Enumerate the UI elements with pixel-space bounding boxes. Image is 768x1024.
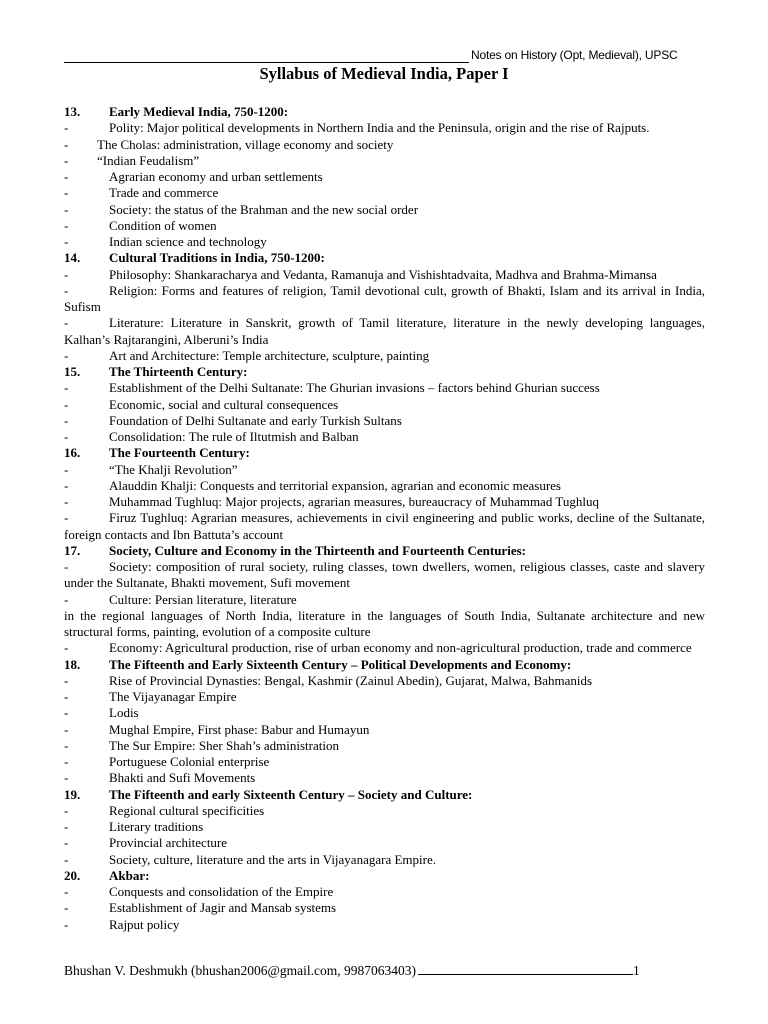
section-heading xyxy=(64,445,705,461)
page-footer xyxy=(64,963,704,979)
section-number: 15. xyxy=(64,364,81,379)
running-header xyxy=(64,48,704,64)
section-number: 13. xyxy=(64,104,81,119)
section-heading xyxy=(64,868,705,884)
list-item-continuation: in the regional languages of North India, literature in the languages of South India, Sultanate architecture and new structural forms, painting, evolution of a composite culture xyxy=(64,607,705,639)
footer-rule xyxy=(418,963,633,975)
section-title: Society, Culture and Economy in the Thirteenth and Fourteenth Centuries: xyxy=(109,542,526,558)
footer-author: Bhushan V. Deshmukh (bhushan2006@gmail.com, 9987063403) xyxy=(64,963,417,978)
section-title: The Fifteenth and Early Sixteenth Century – Political Developments and Economy: xyxy=(109,656,572,672)
list-item: - Bhakti and Sufi Movements xyxy=(64,770,256,786)
list-item: - Economic, social and cultural consequences xyxy=(64,396,339,412)
section-title: Akbar: xyxy=(109,867,150,883)
list-item: - Foundation of Delhi Sultanate and early Turkish Sultans xyxy=(64,412,402,428)
section-number: 16. xyxy=(64,445,81,461)
section-number: 18. xyxy=(64,656,81,672)
list-item: - Consolidation: The rule of Iltutmish and Balban xyxy=(64,429,359,444)
section-title: The Thirteenth Century: xyxy=(109,364,248,379)
section-title: Early Medieval India, 750-1200: xyxy=(109,104,289,119)
section-heading xyxy=(64,657,705,673)
list-item: - Regional cultural specificities xyxy=(64,802,265,818)
list-item: - Lodis xyxy=(64,705,139,721)
list-item: - Society, culture, literature and the arts in Vijayanagara Empire. xyxy=(64,851,436,867)
list-item: - “The Khalji Revolution” xyxy=(64,461,238,477)
list-item: - Condition of women xyxy=(64,217,217,233)
list-item: - Philosophy: Shankaracharya and Vedanta, Ramanuja and Vishishtadvaita, Madhva and Brahma-Mimansa xyxy=(64,266,657,282)
header-rule xyxy=(64,62,469,63)
syllabus-body xyxy=(64,104,705,933)
list-item: - Economy: Agricultural production, rise of urban economy and non-agricultural production, trade and commerce xyxy=(64,640,692,656)
section-title: The Fifteenth and early Sixteenth Century – Society and Culture: xyxy=(109,786,473,802)
section-heading xyxy=(64,543,705,559)
list-item: - Muhammad Tughluq: Major projects, agrarian measures, bureaucracy of Muhammad Tughluq xyxy=(64,494,599,509)
list-item: - Provincial architecture xyxy=(64,835,228,851)
list-item: - Culture: Persian literature, literature xyxy=(64,591,297,607)
page-title: Syllabus of Medieval India, Paper I xyxy=(259,64,509,83)
section-title: Cultural Traditions in India, 750-1200: xyxy=(109,250,325,266)
list-item: - Establishment of Jagir and Mansab systems xyxy=(64,900,337,916)
list-item: - Establishment of the Delhi Sultanate: The Ghurian invasions – factors behind Ghurian success xyxy=(64,380,600,396)
list-item: - Conquests and consolidation of the Empire xyxy=(64,884,334,899)
section-heading xyxy=(64,364,705,380)
list-item: - Literary traditions xyxy=(64,819,204,834)
list-item: - Alauddin Khalji: Conquests and territorial expansion, agrarian and economic measures xyxy=(64,477,561,493)
list-item: - Art and Architecture: Temple architecture, sculpture, painting xyxy=(64,347,430,363)
section-title: The Fourteenth Century: xyxy=(109,445,250,461)
list-item: - Society: the status of the Brahman and the new social order xyxy=(64,201,419,217)
list-item: - Mughal Empire, First phase: Babur and Humayun xyxy=(64,721,370,737)
list-item: - Trade and commerce xyxy=(64,185,219,201)
section-number: 17. xyxy=(64,542,81,558)
section-number: 20. xyxy=(64,867,81,883)
list-item: - Society: composition of rural society, ruling classes, town dwellers, women, religious classes, caste and slavery under the Sultanate, Bhakti movement, Sufi movement xyxy=(64,559,705,591)
section-heading xyxy=(64,787,705,803)
list-item: - Firuz Tughluq: Agrarian measures, achievements in civil engineering and public works, decline of the Sultanate, foreign contacts and Ibn Battuta’s account xyxy=(64,510,705,542)
page-number: 1 xyxy=(633,963,640,978)
list-item: - The Vijayanagar Empire xyxy=(64,689,237,704)
list-item: - Literature: Literature in Sanskrit, growth of Tamil literature, literature in the newly developing languages, Kalhan’s Rajtarangini, Alberuni’s India xyxy=(64,315,705,347)
section-heading xyxy=(64,104,705,120)
list-item: - “Indian Feudalism” xyxy=(64,152,200,168)
list-item: - Portuguese Colonial enterprise xyxy=(64,754,270,769)
list-item: - Indian science and technology xyxy=(64,234,267,249)
list-item: - Polity: Major political developments in Northern India and the Peninsula, origin and the rise of Rajputs. xyxy=(64,120,650,136)
list-item: - The Cholas: administration, village economy and society xyxy=(64,136,394,152)
list-item: - Agrarian economy and urban settlements xyxy=(64,169,323,184)
list-item: - Religion: Forms and features of religion, Tamil devotional cult, growth of Bhakti, Islam and its arrival in India, Sufism xyxy=(64,282,705,314)
section-heading xyxy=(64,250,705,266)
section-number: 19. xyxy=(64,786,81,802)
list-item: - Rise of Provincial Dynasties: Bengal, Kashmir (Zainul Abedin), Gujarat, Malwa, Bahmanids xyxy=(64,672,593,688)
list-item: - The Sur Empire: Sher Shah’s administration xyxy=(64,737,339,753)
list-item: - Rajput policy xyxy=(64,916,180,932)
section-number: 14. xyxy=(64,250,81,266)
running-title: Notes on History (Opt, Medieval), UPSC xyxy=(471,48,678,62)
